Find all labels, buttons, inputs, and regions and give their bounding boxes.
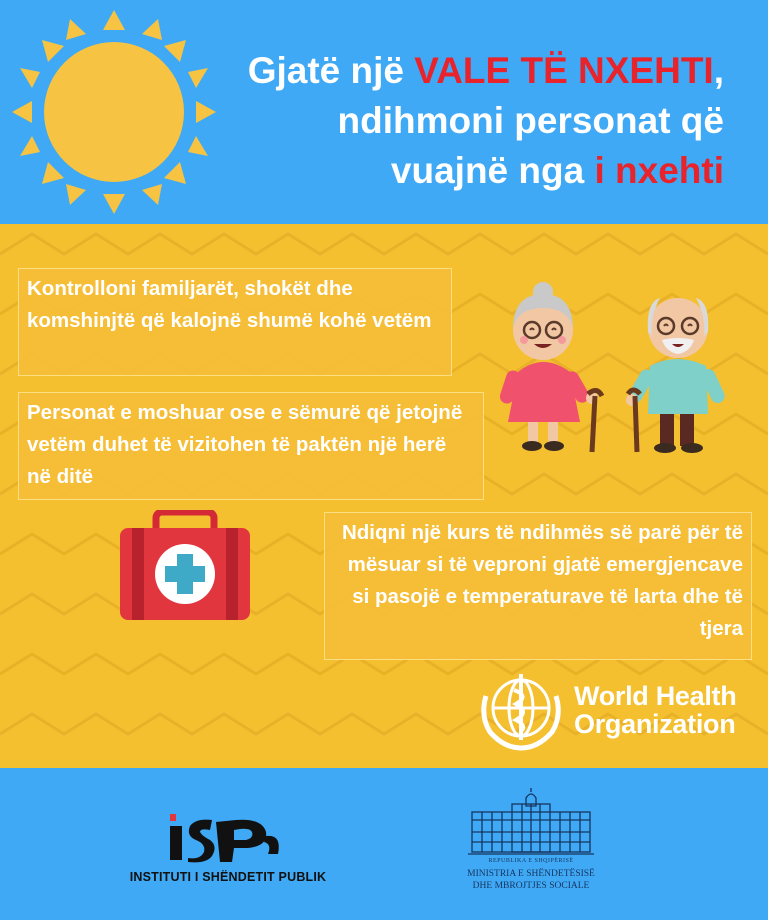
headline-highlight-heat: i nxehti <box>594 150 724 191</box>
headline-line-1 <box>164 46 724 96</box>
footer-banner <box>0 768 768 920</box>
who-wordmark <box>574 682 736 738</box>
ministry-building-logo <box>468 786 594 856</box>
ministry-logo <box>446 786 616 906</box>
isp-logo <box>118 810 338 890</box>
who-emblem <box>476 668 566 752</box>
who-logo <box>476 668 756 752</box>
ministry-country: REPUBLIKA E SHQIPËRISË <box>488 858 574 864</box>
grandma-figure <box>500 282 602 452</box>
headline-comma: , <box>713 50 724 91</box>
header-banner <box>0 0 768 224</box>
ministry-name-line-1: MINISTRIA E SHËNDETËSISË <box>467 869 595 879</box>
ministry-name-line-2: DHE MBROJTJES SOCIALE <box>472 881 590 891</box>
headline-text: Gjatë një <box>247 50 415 91</box>
isp-mark-icon <box>166 810 290 864</box>
tip-first-aid-course: Ndiqni një kurs të ndihmës së parë për të mësuar si të veproni gjatë emergjencave si pasojë e temperaturave të larta dhe të tjera <box>324 512 752 660</box>
headline-line-2: ndihmoni personat që <box>337 100 724 141</box>
headline-line-3 <box>164 146 724 196</box>
who-line-2: Organization <box>574 709 736 739</box>
first-aid-kit-icon <box>118 510 252 622</box>
grandpa-figure <box>626 298 727 453</box>
headline <box>164 46 724 196</box>
headline-highlight-heatwave: VALE TË NXEHTI <box>414 50 714 91</box>
headline-text-3: vuajnë nga <box>390 150 595 191</box>
elderly-couple-illustration <box>500 282 750 462</box>
who-line-1: World Health <box>574 681 737 711</box>
tip-visit-elderly-daily: Personat e moshuar ose e sëmurë që jetojnë vetëm duhet të vizitohen të paktën një herë në ditë <box>18 392 484 500</box>
tip-visit-relatives: Kontrolloni familjarët, shokët dhe komshinjtë që kalojnë shumë kohë vetëm <box>18 268 452 376</box>
isp-name: INSTITUTI I SHËNDETIT PUBLIK <box>129 870 327 884</box>
ministry-name <box>446 868 616 892</box>
